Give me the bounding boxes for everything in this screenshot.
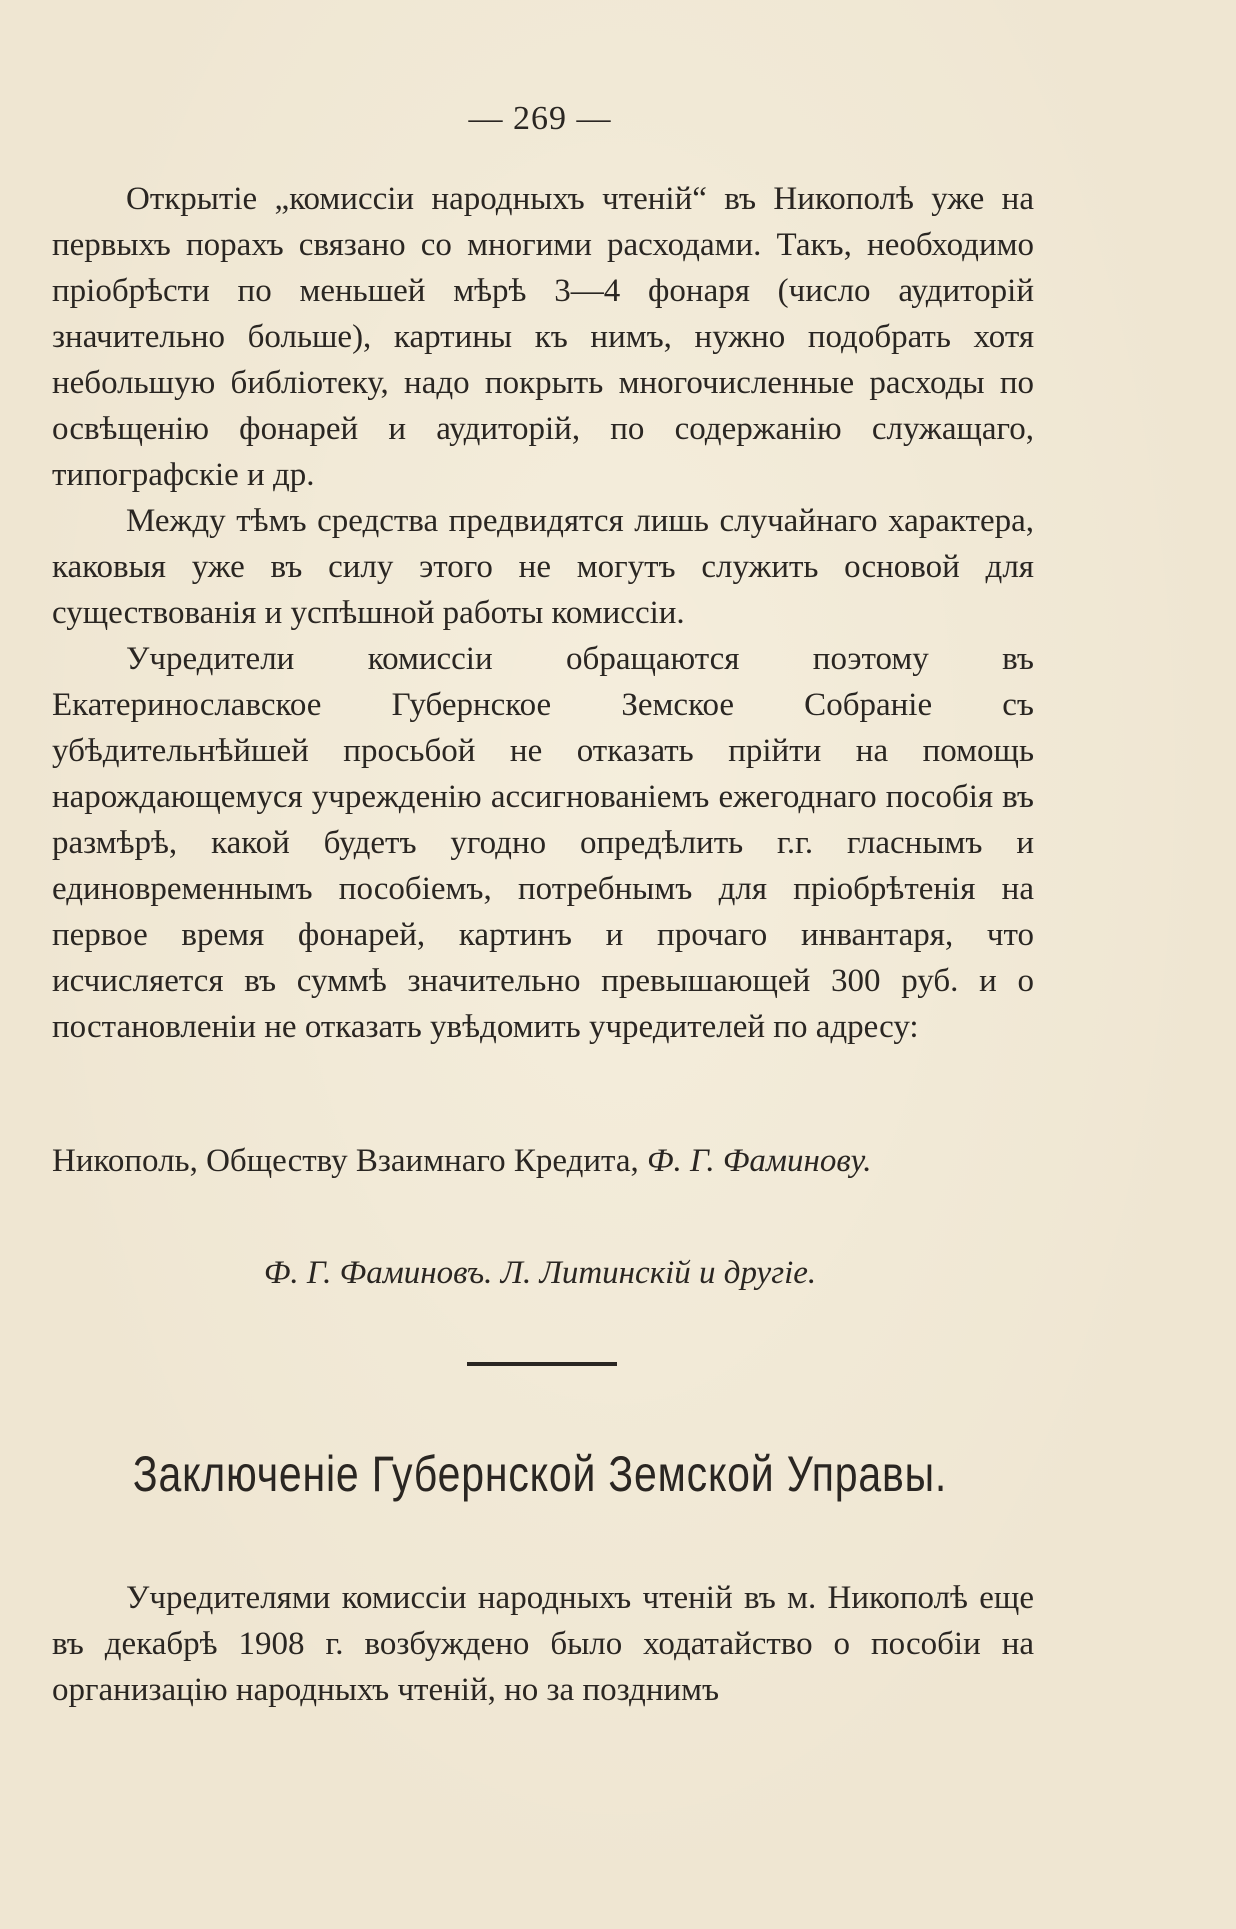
address-line bbox=[52, 1138, 1042, 1184]
signature: Ф. Г. Фаминовъ. Л. Литинскій и другіе. bbox=[263, 1255, 817, 1291]
section-divider bbox=[467, 1362, 617, 1366]
address-recipient: Ф. Г. Фаминову. bbox=[647, 1143, 872, 1179]
paragraph: Открытіе „комиссіи народныхъ чтеній“ въ Никополѣ уже на первыхъ порахъ связано со многими расходами. Такъ, необходимо пріобрѣсти по меньшей мѣрѣ 3—4 фонаря (число аудиторій значительно больше), картины къ нимъ, нужно подобрать хотя небольшую библіотеку, надо покрыть многочисленные расходы по освѣщенію фонарей и аудиторій, по содержанію служащаго, типографскіе и др. bbox=[52, 181, 1034, 493]
paragraph: Учредители комиссіи обращаются поэтому въ Екатеринославское Губернское Земское Собраніе съ убѣдительнѣйшей просьбой не отказать прійти на помощь нарождающемуся учрежденію ассигнованіемъ ежегоднаго пособія въ размѣрѣ, какой будетъ угодно опредѣлить г.г. гласнымъ и единовременнымъ пособіемъ, потребнымъ для пріобрѣтенія на первое время фонарей, картинъ и прочаго инвантаря, что исчисляется въ суммѣ значительно превышающей 300 руб. и о постановленіи не отказать увѣдомить учредителей по адресу: bbox=[52, 641, 1034, 1045]
paragraph: Между тѣмъ средства предвидятся лишь случайнаго характера, каковыя уже въ силу этого не могутъ служить основой для существованія и успѣшной работы комиссіи. bbox=[52, 503, 1034, 631]
body-text-bottom bbox=[52, 1575, 1034, 1713]
page-number: — 269 — bbox=[468, 100, 612, 137]
paragraph: Учредителями комиссіи народныхъ чтеній въ м. Никополѣ еще въ декабрѣ 1908 г. возбуждено было ходатайство о пособіи на организацію народныхъ чтеній, но за позднимъ bbox=[52, 1580, 1034, 1708]
section-heading: Заключеніе Губернской Земской Управы. bbox=[132, 1446, 948, 1502]
body-text-top bbox=[52, 176, 1034, 1050]
address-text: Никополь, Обществу Взаимнаго Кредита, bbox=[52, 1143, 648, 1179]
